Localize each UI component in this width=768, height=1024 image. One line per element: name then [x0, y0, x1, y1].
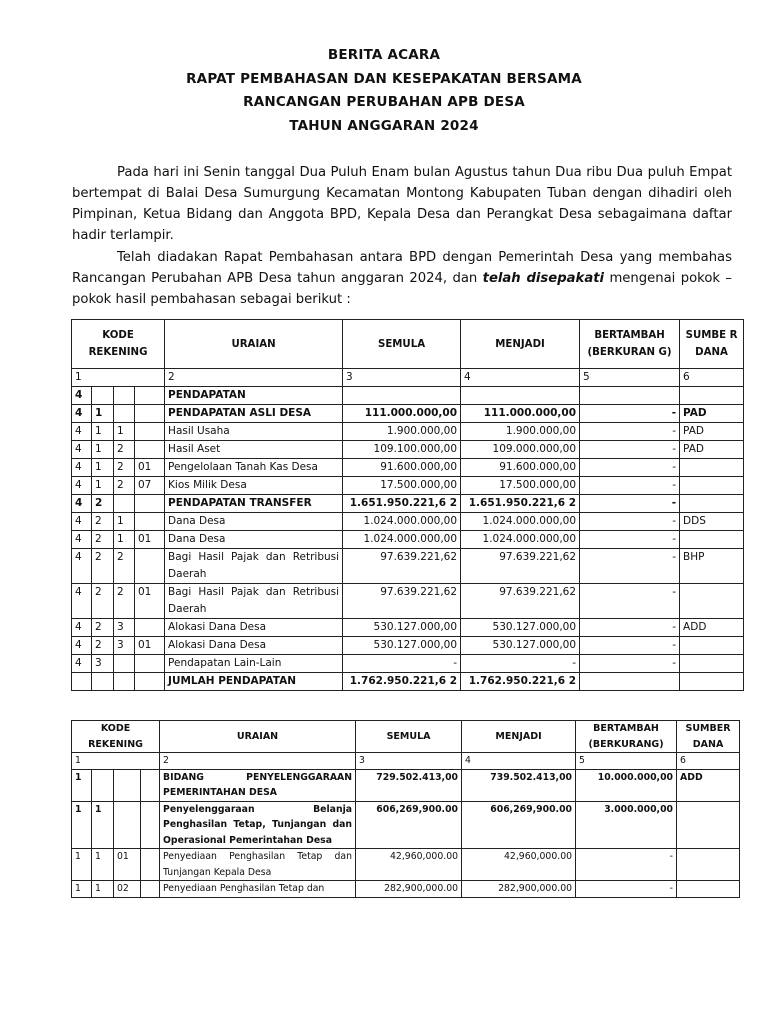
code-segment: 01: [135, 637, 165, 655]
code-segment: 2: [114, 584, 135, 619]
code-segment: [135, 619, 165, 637]
code-segment: [141, 881, 160, 898]
menjadi-cell: 1.651.950.221,6 2: [461, 495, 580, 513]
semula-cell: 42,960,000.00: [356, 849, 462, 881]
header-sumber-dana: SUMBER DANA: [677, 721, 740, 753]
code-segment: 1: [92, 459, 114, 477]
code-segment: 1: [72, 801, 92, 849]
table-row: [72, 441, 744, 459]
menjadi-cell: 1.024.000.000,00: [461, 513, 580, 531]
column-number: 5: [576, 753, 677, 770]
menjadi-cell: 17.500.000,00: [461, 477, 580, 495]
code-segment: 01: [135, 531, 165, 549]
code-segment: 1: [72, 849, 92, 881]
sumber-dana-cell: ADD: [680, 619, 744, 637]
bertambah-cell: 10.000.000,00: [576, 769, 677, 801]
header-bertambah: BERTAMBAH (BERKURAN G): [580, 320, 680, 369]
table-row: [72, 769, 740, 801]
code-segment: [92, 387, 114, 405]
code-segment: 4: [72, 459, 92, 477]
sumber-dana-cell: [677, 881, 740, 898]
code-segment: [135, 549, 165, 584]
semula-cell: 1.900.000,00: [343, 423, 461, 441]
bertambah-cell: -: [576, 849, 677, 881]
header-kode-rekening: KODE REKENING: [72, 721, 160, 753]
code-segment: 4: [72, 405, 92, 423]
code-segment: 1: [114, 513, 135, 531]
table-row: [72, 459, 744, 477]
sumber-dana-cell: [680, 495, 744, 513]
bertambah-cell: -: [580, 637, 680, 655]
semula-cell: 282,900,000.00: [356, 881, 462, 898]
table-header-row: [72, 320, 744, 369]
code-segment: 2: [114, 459, 135, 477]
bertambah-cell: -: [580, 423, 680, 441]
code-segment: [114, 769, 141, 801]
code-segment: [141, 801, 160, 849]
menjadi-cell: 91.600.000,00: [461, 459, 580, 477]
uraian-cell: Dana Desa: [165, 531, 343, 549]
code-segment: 2: [114, 549, 135, 584]
header-uraian: URAIAN: [165, 320, 343, 369]
code-segment: [114, 673, 135, 691]
table-row: [72, 673, 744, 691]
menjadi-cell: 1.900.000,00: [461, 423, 580, 441]
sumber-dana-cell: [680, 673, 744, 691]
bertambah-cell: -: [580, 513, 680, 531]
uraian-cell: PENDAPATAN ASLI DESA: [165, 405, 343, 423]
revenue-table: [71, 319, 744, 691]
menjadi-cell: -: [461, 655, 580, 673]
semula-cell: 97.639.221,62: [343, 584, 461, 619]
code-segment: [114, 387, 135, 405]
table-row: [72, 655, 744, 673]
semula-cell: 729.502.413,00: [356, 769, 462, 801]
paragraph-agreement-tail: mengenai pokok – pokok hasil pembahasan sebagai berikut :: [72, 271, 732, 307]
bertambah-cell: -: [580, 549, 680, 584]
title-line-4: TAHUN ANGGARAN 2024: [289, 117, 479, 134]
code-segment: [92, 769, 114, 801]
header-menjadi: MENJADI: [462, 721, 576, 753]
semula-cell: 1.762.950.221,6 2: [343, 673, 461, 691]
uraian-cell: Penyelenggaraan Belanja Penghasilan Tetap, Tunjangan dan Operasional Pemerintahan Desa: [160, 801, 356, 849]
code-segment: [135, 423, 165, 441]
semula-cell: -: [343, 655, 461, 673]
semula-cell: 109.100.000,00: [343, 441, 461, 459]
code-segment: 1: [114, 531, 135, 549]
code-segment: 4: [72, 441, 92, 459]
column-number: 3: [356, 753, 462, 770]
semula-cell: 97.639.221,62: [343, 549, 461, 584]
sumber-dana-cell: [677, 849, 740, 881]
semula-cell: 111.000.000,00: [343, 405, 461, 423]
code-segment: 4: [72, 477, 92, 495]
code-segment: [135, 513, 165, 531]
semula-cell: 91.600.000,00: [343, 459, 461, 477]
code-segment: 2: [114, 477, 135, 495]
table-row: [72, 584, 744, 619]
sumber-dana-cell: [680, 584, 744, 619]
code-segment: 4: [72, 423, 92, 441]
menjadi-cell: 282,900,000.00: [462, 881, 576, 898]
table-row: [72, 849, 740, 881]
uraian-cell: Alokasi Dana Desa: [165, 637, 343, 655]
table-row: [72, 387, 744, 405]
sumber-dana-cell: [680, 387, 744, 405]
uraian-cell: Pendapatan Lain-Lain: [165, 655, 343, 673]
code-segment: 4: [72, 495, 92, 513]
code-segment: 1: [92, 881, 114, 898]
sumber-dana-cell: PAD: [680, 441, 744, 459]
code-segment: [114, 405, 135, 423]
column-number: 4: [461, 369, 580, 387]
column-number: 6: [680, 369, 744, 387]
code-segment: [141, 769, 160, 801]
code-segment: 02: [114, 881, 141, 898]
bertambah-cell: -: [580, 531, 680, 549]
code-segment: 4: [72, 549, 92, 584]
code-segment: [135, 655, 165, 673]
sumber-dana-cell: BHP: [680, 549, 744, 584]
menjadi-cell: 1.762.950.221,6 2: [461, 673, 580, 691]
code-segment: [135, 405, 165, 423]
sumber-dana-cell: PAD: [680, 423, 744, 441]
code-segment: 1: [92, 405, 114, 423]
uraian-cell: Kios Milik Desa: [165, 477, 343, 495]
paragraph-agreement-text: Telah diadakan Rapat Pembahasan antara BPD dengan Pemerintah Desa yang membahas Rancangan Perubahan APB Desa tahun anggaran 2024, dan: [72, 250, 732, 286]
sumber-dana-cell: [680, 531, 744, 549]
code-segment: 4: [72, 655, 92, 673]
bertambah-cell: -: [580, 441, 680, 459]
code-segment: 1: [114, 423, 135, 441]
uraian-cell: Penyediaan Penghasilan Tetap dan: [160, 881, 356, 898]
menjadi-cell: 606,269,900.00: [462, 801, 576, 849]
code-segment: 2: [92, 513, 114, 531]
code-segment: 3: [114, 637, 135, 655]
code-segment: 4: [72, 637, 92, 655]
bertambah-cell: -: [580, 459, 680, 477]
menjadi-cell: 530.127.000,00: [461, 637, 580, 655]
sumber-dana-cell: DDS: [680, 513, 744, 531]
uraian-cell: Hasil Aset: [165, 441, 343, 459]
code-segment: 01: [135, 584, 165, 619]
sumber-dana-cell: [680, 655, 744, 673]
column-number: 2: [160, 753, 356, 770]
code-segment: 1: [92, 441, 114, 459]
semula-cell: 1.024.000.000,00: [343, 513, 461, 531]
code-segment: 2: [92, 637, 114, 655]
header-bertambah: BERTAMBAH (BERKURANG): [576, 721, 677, 753]
menjadi-cell: 1.024.000.000,00: [461, 531, 580, 549]
paragraph-agreement: [72, 247, 732, 310]
table-row: [72, 405, 744, 423]
header-uraian: URAIAN: [160, 721, 356, 753]
code-segment: 4: [72, 619, 92, 637]
bertambah-cell: -: [580, 477, 680, 495]
header-menjadi: MENJADI: [461, 320, 580, 369]
code-segment: [135, 495, 165, 513]
table-row: [72, 423, 744, 441]
semula-cell: 17.500.000,00: [343, 477, 461, 495]
table-row: [72, 637, 744, 655]
document-title: [0, 44, 768, 138]
code-segment: 1: [72, 769, 92, 801]
header-semula: SEMULA: [343, 320, 461, 369]
bertambah-cell: -: [580, 495, 680, 513]
uraian-cell: Alokasi Dana Desa: [165, 619, 343, 637]
column-number: 1: [72, 369, 165, 387]
sumber-dana-cell: [677, 801, 740, 849]
agreed-emphasis: telah disepakati: [482, 271, 605, 286]
column-number: 1: [72, 753, 160, 770]
header-sumber-dana: SUMBE R DANA: [680, 320, 744, 369]
menjadi-cell: 739.502.413,00: [462, 769, 576, 801]
code-segment: 4: [72, 531, 92, 549]
uraian-cell: Bagi Hasil Pajak dan Retribusi Daerah: [165, 584, 343, 619]
sumber-dana-cell: ADD: [677, 769, 740, 801]
sumber-dana-cell: [680, 477, 744, 495]
sumber-dana-cell: PAD: [680, 405, 744, 423]
title-line-2: RAPAT PEMBAHASAN DAN KESEPAKATAN BERSAMA: [186, 70, 582, 87]
semula-cell: 1.651.950.221,6 2: [343, 495, 461, 513]
menjadi-cell: 111.000.000,00: [461, 405, 580, 423]
code-segment: 01: [135, 459, 165, 477]
code-segment: 01: [114, 849, 141, 881]
bertambah-cell: 3.000.000,00: [576, 801, 677, 849]
menjadi-cell: 97.639.221,62: [461, 584, 580, 619]
column-number: 4: [462, 753, 576, 770]
table-row: [72, 531, 744, 549]
header-semula: SEMULA: [356, 721, 462, 753]
uraian-cell: Hasil Usaha: [165, 423, 343, 441]
code-segment: 2: [92, 495, 114, 513]
column-number-row: [72, 753, 740, 770]
code-segment: 2: [92, 584, 114, 619]
bertambah-cell: -: [580, 405, 680, 423]
code-segment: [135, 387, 165, 405]
bertambah-cell: -: [580, 619, 680, 637]
bertambah-cell: -: [580, 655, 680, 673]
column-number: 6: [677, 753, 740, 770]
expenditure-table: [71, 720, 740, 898]
code-segment: 1: [92, 423, 114, 441]
bertambah-cell: [580, 673, 680, 691]
code-segment: [114, 801, 141, 849]
uraian-cell: Penyediaan Penghasilan Tetap dan Tunjangan Kepala Desa: [160, 849, 356, 881]
uraian-cell: Bagi Hasil Pajak dan Retribusi Daerah: [165, 549, 343, 584]
code-segment: [72, 673, 92, 691]
menjadi-cell: [461, 387, 580, 405]
column-number-row: [72, 369, 744, 387]
table-row: [72, 619, 744, 637]
bertambah-cell: -: [580, 584, 680, 619]
menjadi-cell: 97.639.221,62: [461, 549, 580, 584]
code-segment: 2: [92, 531, 114, 549]
column-number: 5: [580, 369, 680, 387]
semula-cell: 530.127.000,00: [343, 619, 461, 637]
code-segment: 4: [72, 387, 92, 405]
uraian-cell: PENDAPATAN: [165, 387, 343, 405]
title-line-1: BERITA ACARA: [327, 47, 441, 63]
code-segment: 4: [72, 513, 92, 531]
paragraph-opening-text: Pada hari ini Senin tanggal Dua Puluh Enam bulan Agustus tahun Dua ribu Dua puluh Empat bertempat di Balai Desa Sumurgung Kecamatan Montong Kabupaten Tuban dengan dihadiri oleh Pimpinan, Ketua Bidang dan Anggota BPD, Kepala Desa dan Perangkat Desa sebagaimana daftar hadir terlampir.: [72, 165, 732, 243]
table-header-row: [72, 721, 740, 753]
code-segment: [114, 495, 135, 513]
code-segment: [114, 655, 135, 673]
column-number: 3: [343, 369, 461, 387]
code-segment: [135, 441, 165, 459]
code-segment: 07: [135, 477, 165, 495]
uraian-cell: Dana Desa: [165, 513, 343, 531]
code-segment: [135, 673, 165, 691]
code-segment: 1: [92, 801, 114, 849]
table-row: [72, 513, 744, 531]
code-segment: 2: [114, 441, 135, 459]
table-row: [72, 477, 744, 495]
semula-cell: [343, 387, 461, 405]
bertambah-cell: [580, 387, 680, 405]
sumber-dana-cell: [680, 459, 744, 477]
code-segment: 3: [92, 655, 114, 673]
menjadi-cell: 42,960,000.00: [462, 849, 576, 881]
menjadi-cell: 109.000.000,00: [461, 441, 580, 459]
code-segment: 1: [92, 849, 114, 881]
paragraph-opening: [72, 162, 732, 246]
title-line-3: RANCANGAN PERUBAHAN APB DESA: [243, 94, 525, 110]
semula-cell: 606,269,900.00: [356, 801, 462, 849]
table-row: [72, 549, 744, 584]
table-row: [72, 801, 740, 849]
code-segment: 4: [72, 584, 92, 619]
code-segment: 1: [92, 477, 114, 495]
sumber-dana-cell: [680, 637, 744, 655]
bertambah-cell: -: [576, 881, 677, 898]
semula-cell: 1.024.000.000,00: [343, 531, 461, 549]
code-segment: [92, 673, 114, 691]
menjadi-cell: 530.127.000,00: [461, 619, 580, 637]
uraian-cell: JUMLAH PENDAPATAN: [165, 673, 343, 691]
code-segment: 2: [92, 619, 114, 637]
uraian-cell: PENDAPATAN TRANSFER: [165, 495, 343, 513]
code-segment: [141, 849, 160, 881]
code-segment: 2: [92, 549, 114, 584]
uraian-cell: BIDANG PENYELENGGARAAN PEMERINTAHAN DESA: [160, 769, 356, 801]
header-kode-rekening: KODE REKENING: [72, 320, 165, 369]
semula-cell: 530.127.000,00: [343, 637, 461, 655]
table-row: [72, 881, 740, 898]
uraian-cell: Pengelolaan Tanah Kas Desa: [165, 459, 343, 477]
code-segment: 1: [72, 881, 92, 898]
table-row: [72, 495, 744, 513]
code-segment: 3: [114, 619, 135, 637]
column-number: 2: [165, 369, 343, 387]
